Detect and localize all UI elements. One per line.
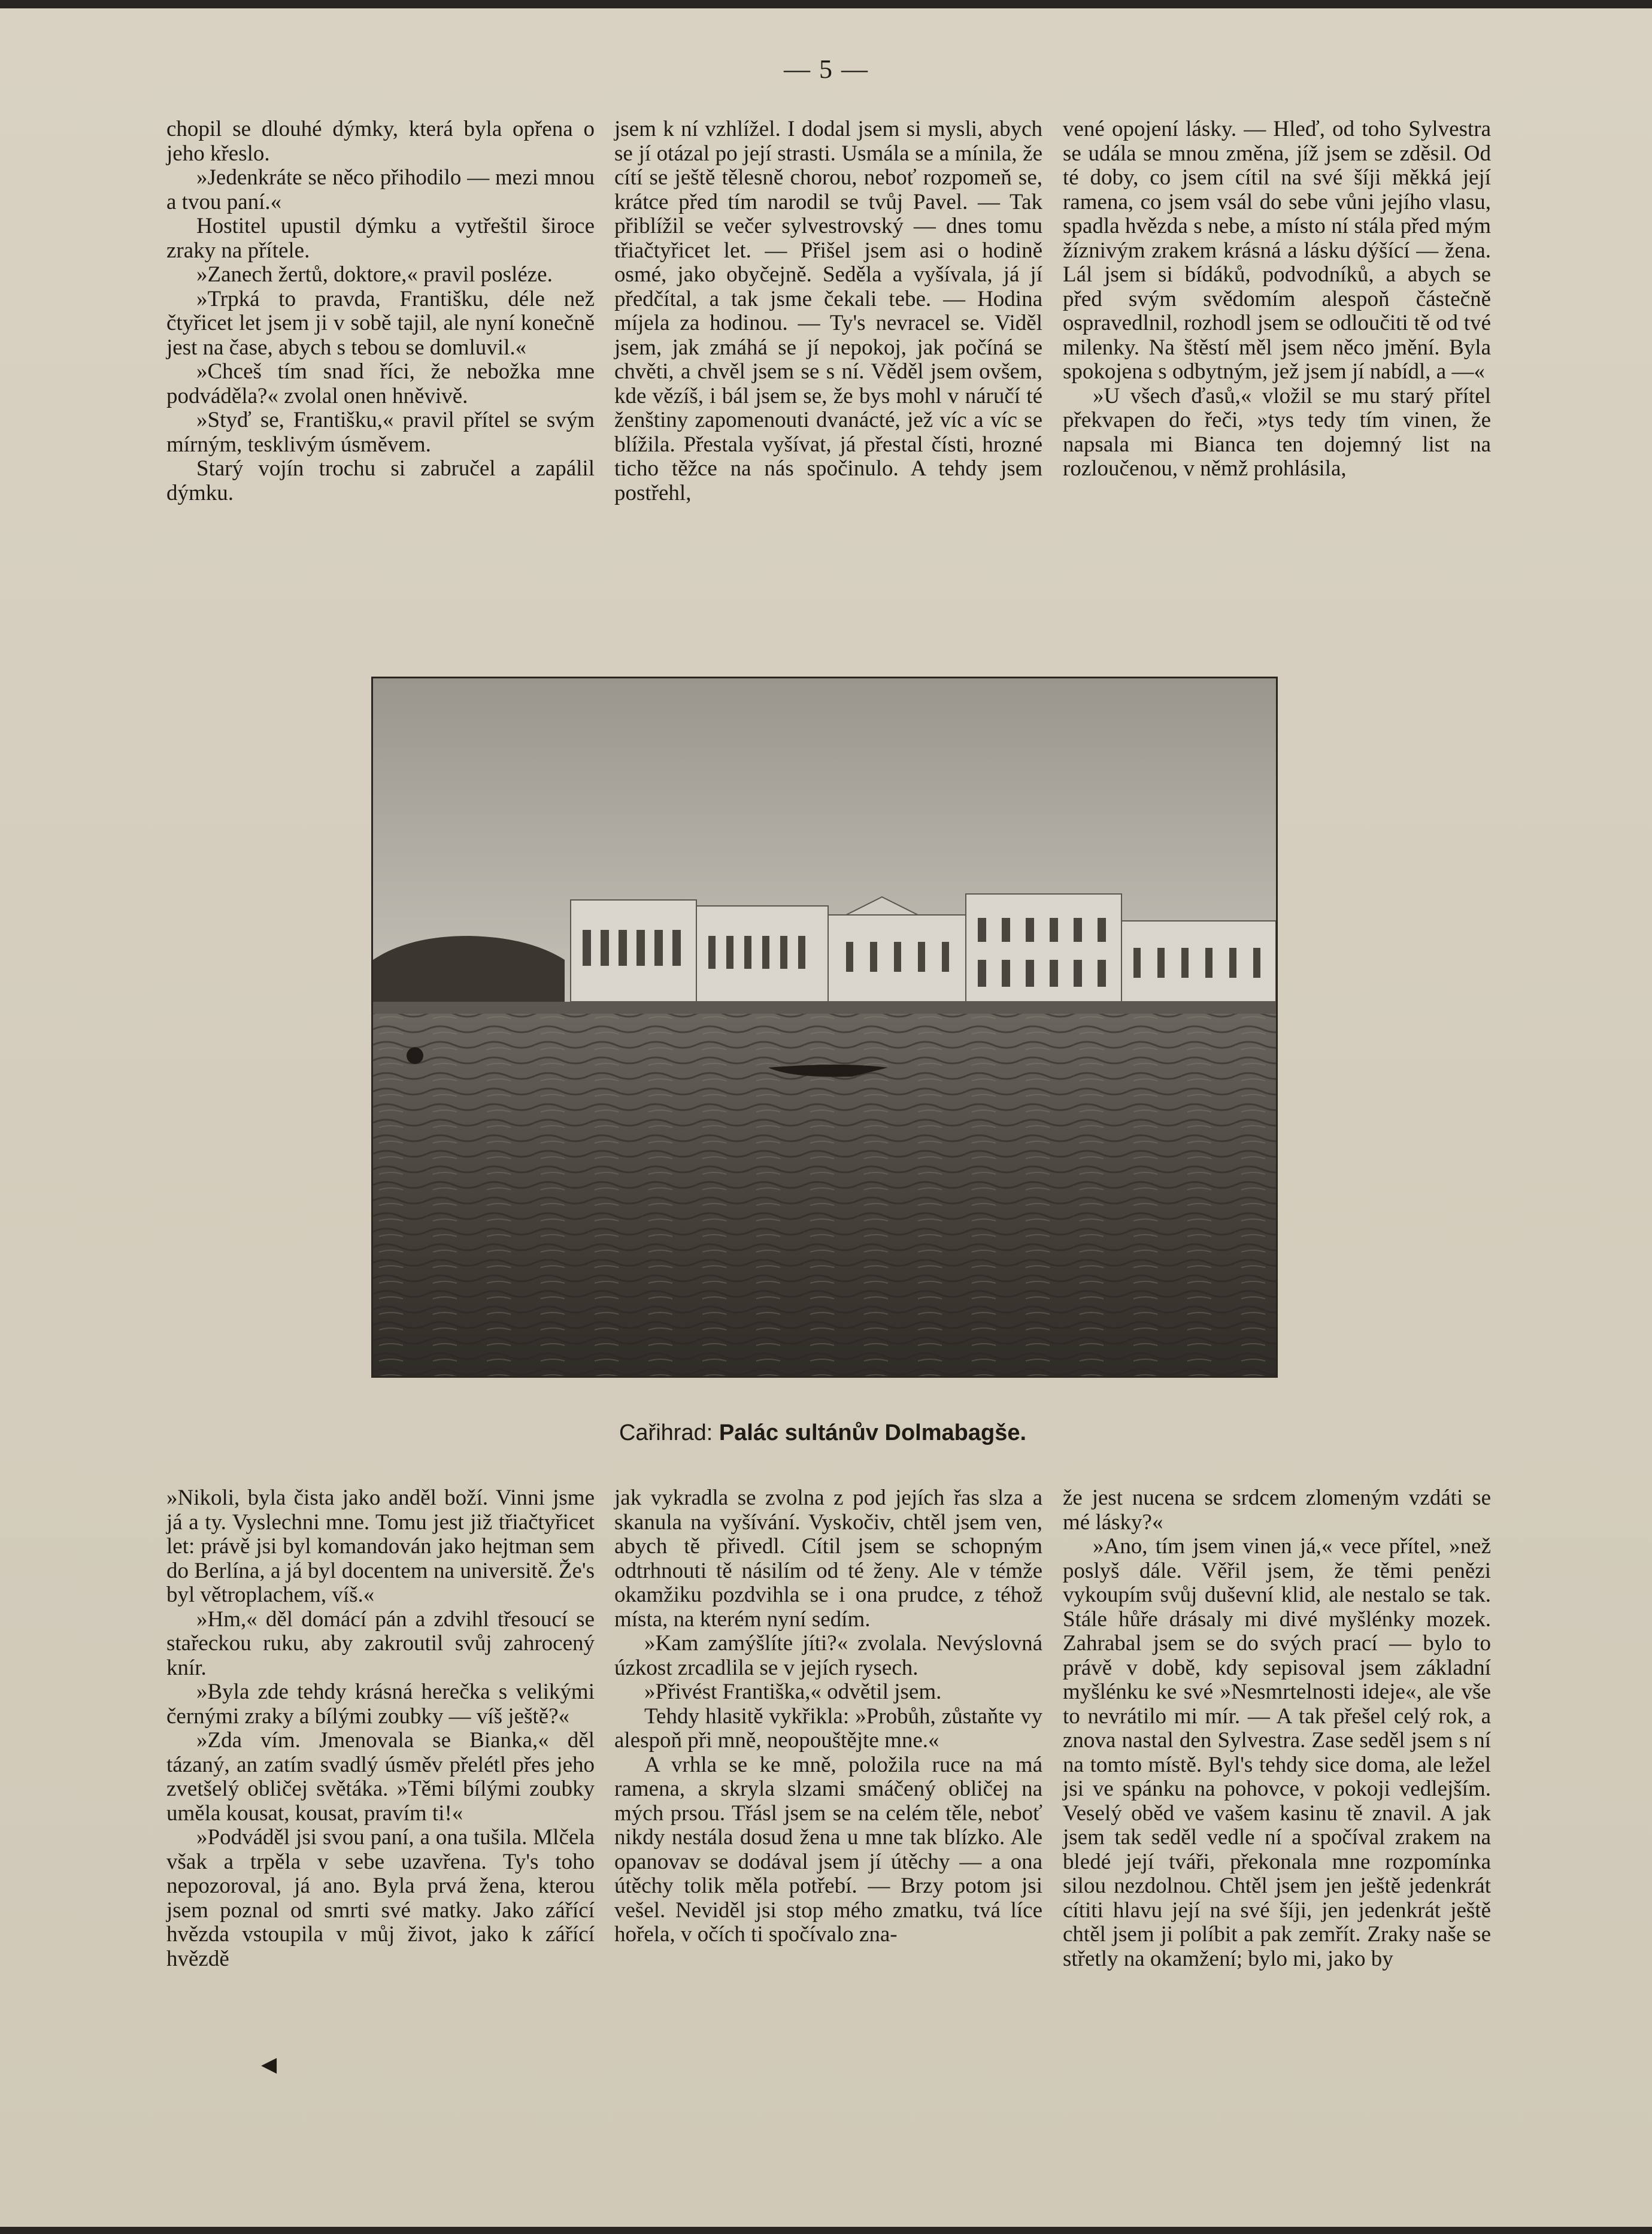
top-column-3: [1063, 117, 1491, 481]
paragraph: jak vykradla se zvolna z pod jejích řas slza a skanula na vyšívání. Vyskočiv, chtěl jsem ven, abych tě přivedl. Cítil jsem se schopným odtrhnouti tě násilím od té ženy. Ale v témže okamžiku pozdvihla se i ona prudce, z téhož místa, na kterém nyní sedím.: [614, 1486, 1042, 1632]
paragraph: jsem k ní vzhlížel. I dodal jsem si mysli, abych se jí otázal po její strasti. Usmála se a mínila, že cítí se ještě tělesně chorou, neboť rozpomeň se, krátce před tím narodil se tvůj Pavel. — Tak přiblížil se večer sylvestrovský — dnes tomu třiačtyřicet let. — Přišel jsem asi o hodině osmé, jako obyčejně. Seděla a vyšívala, já jí předčítal, a tak jsme čekali tebe. — Hodina míjela za hodinou. — Ty's nevracel se. Viděl jsem, jak zmáhá se jí nepokoj, jak počíná se chvěti, a chvěl jsem se s ní. Věděl jsem ovšem, kde vězíš, i bál jsem se, že bys mohl v náručí té ženštiny zapomenouti dvanácté, jež víc a víc se blížila. Přestala vyšívat, já přestal čísti, hrozné ticho těžce na nás spočinulo. A tehdy jsem postřehl,: [614, 117, 1042, 505]
paragraph: »Nikoli, byla čista jako anděl boží. Vinni jsme já a ty. Vyslechni mne. Tomu jest již třiačtyřicet let: právě jsi byl komandován jako hejtman sem do Berlína, a já byl docentem na universitě. Že's byl větroplachem, víš.«: [166, 1486, 595, 1607]
paragraph: »Zanech žertů, doktore,« pravil posléze.: [196, 262, 553, 287]
bottom-column-2: [614, 1486, 1042, 1947]
paragraph: »Hm,« děl domácí pán a zdvihl třesoucí se stařeckou ruku, aby zakroutil svůj zahrocený knír.: [166, 1606, 595, 1680]
paragraph: »Styď se, Františku,« pravil přítel se svým mírným, tesklivým úsměvem.: [166, 408, 595, 457]
top-column-2: [614, 117, 1042, 505]
scan-bottom-edge: [0, 2227, 1652, 2234]
paragraph: Starý vojín trochu si zabručel a zapálil dýmku.: [166, 456, 595, 505]
scan-top-edge: [0, 0, 1652, 8]
paragraph: Tehdy hlasitě vykřikla: »Probůh, zůstaňte vy alespoň při mně, neopouštějte mne.«: [614, 1703, 1042, 1753]
paragraph: »Ano, tím jsem vinen já,« vece přítel, »než poslyš dále. Věřil jsem, že těmi penězi vykoupím svůj duševní klid, ale nestalo se tak. Stále hůře drásaly mi divé myšlénky mozek. Zahrabal jsem se do svých prací — bylo to právě v době, kdy sepisoval jsem základní myšlénku ke své »Nesmrtelnosti ideje«, ale vše to nevrátilo mi mír. — A tak přešel celý rok, a znova nastal den Sylvestra. Zase seděl jsem s ní na tomto místě. Byl's tehdy sice doma, ale ležel jsi ve spánku na pohovce, v pokoji vedlejším. Veselý oběd ve vašem kasinu tě znavil. A jak jsem tak seděl vedle ní a spočíval zrakem na bledé její tváři, překonala mne rozpomínka silou nezdolnou. Chtěl jsem jen ještě jedenkrát cítiti hlavu její na své šíji, jen jedenkrát ještě chtěl jsem ji políbit a pak zemřít. Zraky naše se střetly na okamžení; bylo mi, jako by: [1063, 1534, 1491, 1971]
paragraph: že jest nucena se srdcem zlomeným vzdáti se mé lásky?«: [1063, 1486, 1491, 1535]
footer-arrow-icon: ◀: [261, 2054, 277, 2076]
paragraph: »Zda vím. Jmenovala se Bianka,« děl tázaný, an zatím svadlý úsměv přelétl přes jeho zvetšelý obličej světáka. »Těmi bílými zoubky uměla kousat, kousat, pravím ti!«: [166, 1728, 595, 1826]
paragraph: »Jedenkráte se něco přihodilo — mezi mnou a tvou paní.«: [166, 165, 595, 214]
paragraph: »Chceš tím snad říci, že nebožka mne podváděla?« zvolal onen hněvivě.: [166, 359, 595, 408]
paragraph: »Kam zamýšlíte jíti?« zvolala. Nevýslovná úzkost zrcadlila se v jejích rysech.: [614, 1631, 1042, 1680]
palace-photograph: [371, 677, 1278, 1378]
paragraph: »Byla zde tehdy krásná herečka s velikými černými zraky a bílými zoubky — víš ještě?«: [166, 1680, 595, 1729]
page-number: — 5 —: [784, 54, 869, 84]
bottom-column-1: [166, 1486, 595, 1971]
bottom-column-3: [1063, 1486, 1491, 1971]
caption-place: Cařihrad:: [619, 1420, 719, 1445]
paragraph: vené opojení lásky. — Hleď, od toho Sylvestra se udála se mnou změna, jíž jsem se zděsil. Od té doby, co jsem cítil na své šíji měkká její ramena, co jsem vsál do sebe vůni jejího vlasu, spadla hvězda s nebe, a místo ní stála před mým žíznivým zrakem krásná a lásku dýšící — žena. Lál jsem si bídáků, podvodníků, a abych se před svým svědomím alespoň částečně ospravedlnil, rozhodl jsem se odloučiti tě od tvé milenky. Na štěstí měl jsem něco jmění. Byla spokojena s odbytným, jež jsem jí nabídl, a —«: [1063, 117, 1491, 384]
top-column-1: [166, 117, 595, 505]
photo-illustration: [373, 678, 1276, 1376]
caption-title: Palác sultánův Dolmabagše.: [719, 1420, 1027, 1445]
paragraph: Hostitel upustil dýmku a vytřeštil široce zraky na přítele.: [166, 214, 595, 263]
photo-caption: [371, 1420, 1274, 1446]
paragraph: chopil se dlouhé dýmky, která byla opřena o jeho křeslo.: [166, 117, 595, 166]
paragraph: »Přivést Františka,« odvětil jsem.: [644, 1680, 942, 1704]
paragraph: A vrhla se ke mně, položila ruce na má ramena, a skryla slzami smáčený obličej na mých prsou. Třásl jsem se na celém těle, neboť nikdy nestála dosud žena u mne tak blízko. Ale opanovav se dodával jsem jí útěchy — a ona útěchy tolik měla potřebí. — Brzy potom jsi vešel. Neviděl jsi stop mého zmatku, tvá líce hořela, v očích ti spočívalo zna-: [614, 1752, 1042, 1947]
paragraph: »Podváděl jsi svou paní, a ona tušila. Mlčela však a trpěla v sebe uzavřena. Ty's toho nepozoroval, já ano. Byla prvá žena, kterou jsem poznal od smrti své matky. Jako zářící hvězda vstoupila v můj život, jako k zářící hvězdě: [166, 1825, 595, 1971]
paragraph: »Trpká to pravda, Františku, déle než čtyřicet let jsem ji v sobě tajil, ale nyní konečně jest na čase, abych s tebou se domluvil.«: [166, 286, 595, 360]
paragraph: »U všech ďasů,« vložil se mu starý přítel překvapen do řeči, »tys tedy tím vinen, že napsala mi Bianca ten dojemný list na rozloučenou, v němž prohlásila,: [1063, 383, 1491, 481]
